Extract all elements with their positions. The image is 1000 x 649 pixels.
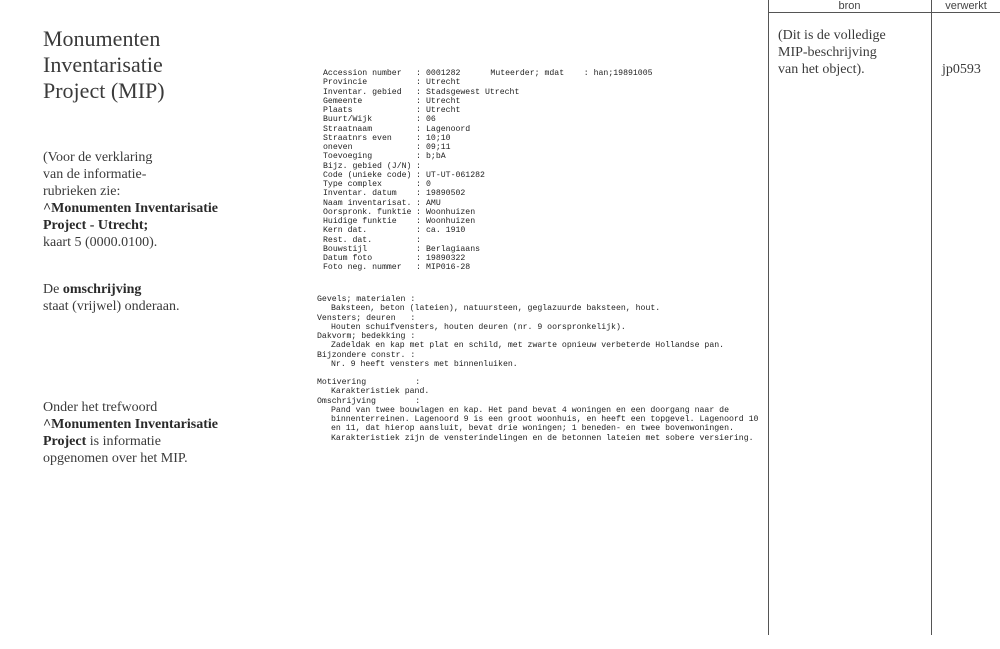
field-separator: : [416, 217, 421, 226]
field-value: UT-UT-061282 [426, 170, 485, 180]
note-line: Onder het trefwoord [43, 400, 158, 415]
record-field-row [323, 171, 763, 180]
record-field-row [323, 134, 763, 143]
explanation-note [43, 149, 273, 251]
field-key: Toevoeging [323, 152, 373, 162]
field-value: Berlagiaans [426, 244, 481, 254]
field-value: Woonhuizen [426, 217, 476, 226]
field-value: 06 [426, 115, 436, 125]
record-field-row [323, 152, 763, 161]
field-key: Rest. dat. [323, 235, 373, 245]
field-value: AMU [426, 198, 441, 208]
field-separator: : [416, 133, 421, 143]
field-separator: : [416, 226, 421, 236]
section-header: Gevels; materialen : [317, 295, 416, 304]
field-value: ca. 1910 [426, 226, 466, 236]
column-divider [931, 0, 932, 635]
note-text: De [43, 282, 63, 297]
field-key: Gemeente [323, 96, 363, 106]
field-separator: : [416, 78, 421, 88]
record-field-row [323, 189, 763, 198]
field-key: Inventar. datum [323, 189, 397, 199]
field-separator: : [416, 96, 421, 106]
left-info-column [43, 26, 273, 466]
keyword-bold: ^Monumenten Inventarisatie [43, 417, 218, 432]
section-header: Bijzondere constr. : [317, 350, 416, 360]
field-extra: Muteerder; mdat : han;19891005 [490, 69, 653, 78]
title-line: Project (MIP) [43, 78, 165, 103]
field-value: 19890502 [426, 189, 466, 199]
record-field-row [323, 125, 763, 134]
record-field-row [323, 143, 763, 152]
record-fields [323, 69, 763, 273]
field-value: b;bA [426, 152, 446, 162]
note-text: is informatie [86, 434, 161, 449]
field-value: Utrecht [426, 78, 461, 88]
record-field-row [323, 180, 763, 189]
field-key: Accession number [323, 69, 402, 78]
field-value: 19890322 [426, 254, 466, 263]
keyword-note [43, 399, 273, 467]
field-key: Code (unieke code) [323, 170, 412, 180]
record-field-row [323, 97, 763, 106]
header-divider [768, 12, 1000, 13]
field-value: Lagenoord [426, 124, 471, 134]
field-key: Type complex [323, 180, 382, 189]
field-value: 0001282 [426, 69, 461, 78]
title-line: Monumenten [43, 26, 161, 51]
field-key: Provincie [323, 78, 368, 88]
section-text: Zadeldak en kap met plat en schild, met zwarte opnieuw verbeterde Hollandse pan. [331, 341, 725, 351]
section-header: Motivering : [317, 378, 421, 387]
field-value: Stadsgewest Utrecht [426, 87, 520, 97]
field-separator: : [416, 254, 421, 263]
field-key: Foto neg. nummer [323, 263, 402, 273]
field-separator: : [416, 152, 421, 162]
column-divider [768, 0, 769, 635]
record-field-row [323, 245, 763, 254]
record-field-row [323, 78, 763, 87]
field-separator: : [416, 170, 421, 180]
field-value: 10;10 [426, 133, 451, 143]
field-key: Bijz. gebied (J/N) [323, 161, 412, 171]
field-key: Plaats [323, 106, 353, 115]
field-separator: : [416, 143, 421, 152]
field-key: Kern dat. [323, 226, 368, 236]
keyword-bold: Project [43, 434, 87, 449]
title-line: Inventarisatie [43, 52, 163, 77]
field-value: 0 [426, 180, 431, 189]
field-separator: : [416, 244, 421, 254]
field-key: oneven [323, 143, 353, 152]
field-value: Utrecht [426, 106, 461, 115]
section-header: Omschrijving : [317, 396, 421, 406]
omschrijving-bold: omschrijving [62, 282, 142, 297]
field-key: Naam inventarisat. [323, 198, 412, 208]
record-field-row [323, 226, 763, 235]
field-key: Huidige funktie [323, 217, 397, 226]
section-text: Pand van twee bouwlagen en kap. Het pand bevat 4 woningen en een doorgang naar de binnenterreinen. Lagenoord 9 is een groot woonhuis, en heeft een topgevel. Lagenoord 10 en 11, dat hierop aansluit, bevat drie woningen; 1 beneden- en twee bovenwoningen. Karakteristiek zijn de vensterindelingen en de betonnen lateien met sobere versiering. [331, 405, 759, 443]
record-field-row [323, 162, 763, 171]
field-key: Oorspronk. funktie [323, 207, 412, 217]
record-field-row [323, 199, 763, 208]
field-separator: : [416, 115, 421, 125]
section-header: Vensters; deuren : [317, 313, 416, 323]
field-value: Utrecht [426, 96, 461, 106]
record-sections [317, 295, 762, 443]
field-key: Datum foto [323, 254, 373, 263]
note-line: staat (vrijwel) onderaan. [43, 299, 180, 314]
reference-link-bold: Project - Utrecht; [43, 218, 149, 233]
field-separator: : [416, 180, 421, 189]
note-line: kaart 5 (0000.0100). [43, 235, 158, 250]
note-line: van de informatie- [43, 167, 147, 182]
field-separator: : [416, 87, 421, 97]
field-key: Buurt/Wijk [323, 115, 373, 125]
field-separator: : [416, 235, 421, 245]
field-separator: : [416, 263, 421, 273]
field-separator: : [416, 189, 421, 199]
column-header-verwerkt: verwerkt [945, 0, 987, 12]
record-field-row [323, 106, 763, 115]
description-location-note [43, 281, 273, 315]
bron-note-line: (Dit is de volledige [778, 28, 886, 43]
field-separator: : [416, 207, 421, 217]
bron-note [778, 27, 928, 78]
record-field-row [323, 69, 763, 78]
field-key: Straatnaam [323, 124, 373, 134]
bron-note-line: van het object). [778, 62, 865, 77]
section-header: Dakvorm; bedekking : [317, 332, 416, 341]
verwerkt-code: jp0593 [942, 62, 981, 77]
column-header-bron: bron [838, 0, 861, 12]
field-key: Inventar. gebied [323, 87, 402, 97]
reference-link-bold: ^Monumenten Inventarisatie [43, 201, 218, 216]
document-title [43, 26, 273, 104]
field-value: 09;11 [426, 143, 451, 152]
section-text: Baksteen, beton (lateien), natuursteen, geglazuurde baksteen, hout. [331, 304, 661, 314]
section-text: Houten schuifvensters, houten deuren (nr. 9 oorspronkelijk). [331, 322, 626, 332]
bron-note-line: MIP-beschrijving [778, 45, 877, 60]
field-separator: : [416, 198, 421, 208]
record-field-row [323, 236, 763, 245]
record-field-row [323, 88, 763, 97]
field-value: MIP016-28 [426, 263, 471, 273]
field-separator: : [416, 106, 421, 115]
note-line: rubrieken zie: [43, 184, 121, 199]
field-separator: : [416, 161, 421, 171]
section-gap [317, 369, 762, 378]
note-line: opgenomen over het MIP. [43, 451, 188, 466]
field-separator: : [416, 124, 421, 134]
field-separator: : [416, 69, 421, 78]
note-line: (Voor de verklaring [43, 150, 153, 165]
record-field-row [323, 217, 763, 226]
field-key: Bouwstijl [323, 244, 368, 254]
record-field-row [323, 115, 763, 124]
record-field-row [323, 208, 763, 217]
record-field-row [323, 263, 763, 272]
field-value: Woonhuizen [426, 207, 476, 217]
record-field-row [323, 254, 763, 263]
field-key: Straatnrs even [323, 133, 392, 143]
section-text: Karakteristiek pand. [331, 387, 430, 397]
section-text: Nr. 9 heeft vensters met binnenluiken. [331, 359, 518, 369]
